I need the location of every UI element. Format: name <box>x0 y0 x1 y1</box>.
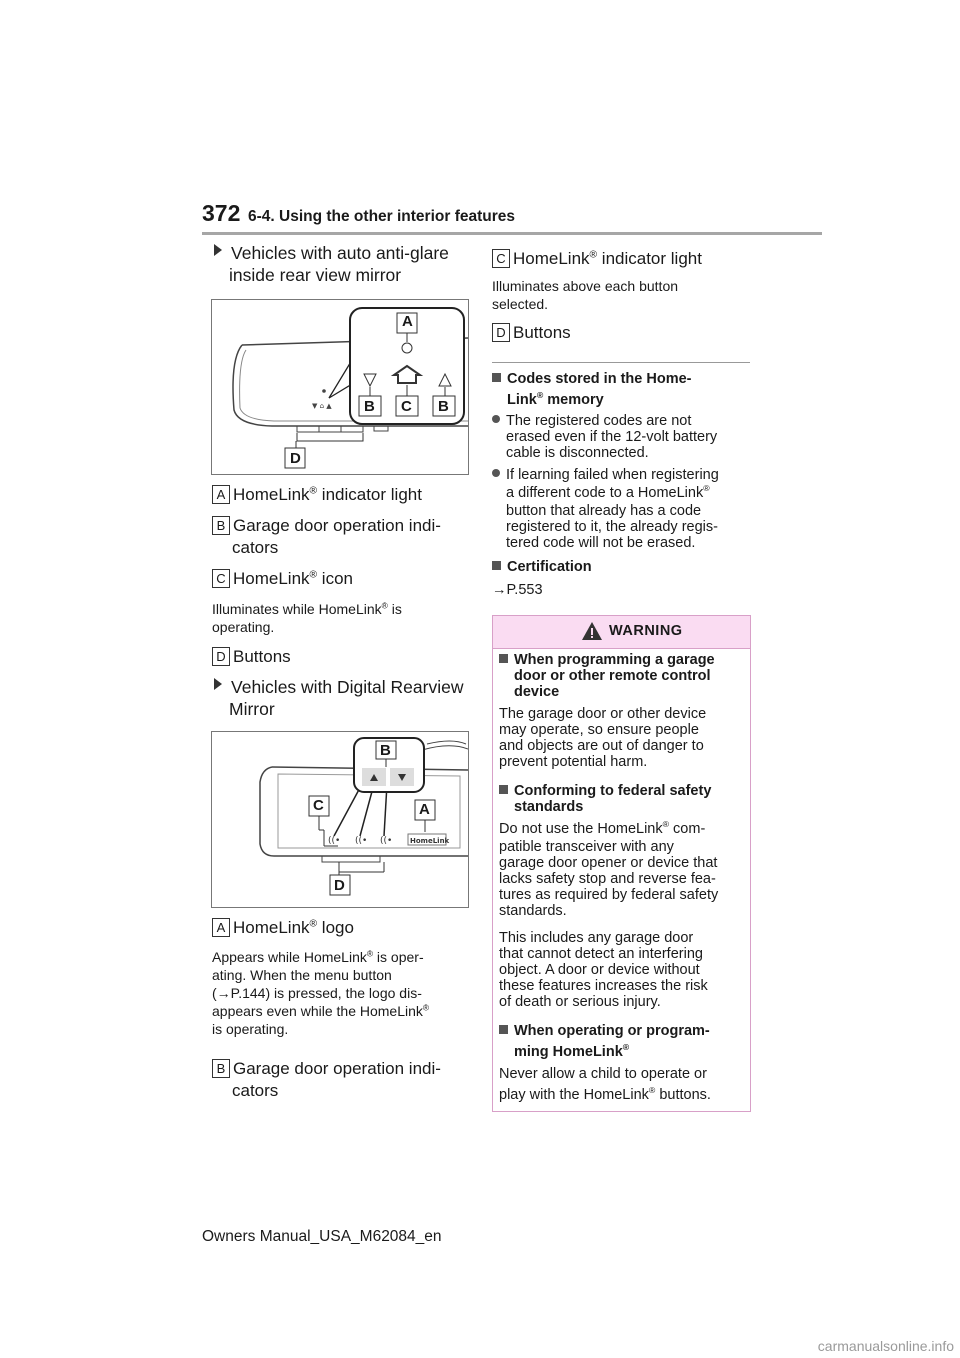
mirror2-heading-line1: Vehicles with Digital Rearview <box>231 677 464 697</box>
m2-a-desc5: is operating. <box>212 1021 289 1037</box>
m1-d-text: Buttons <box>233 647 291 666</box>
m2-b-text1: Garage door operation indi- <box>233 1059 441 1078</box>
warning-p3-l5: of death or serious injury. <box>499 994 661 1010</box>
m2-a-desc1: Appears while HomeLink <box>212 949 367 965</box>
fig2-callout-d: D <box>334 877 345 894</box>
m2-a-description <box>212 948 429 1038</box>
m1-item-b <box>212 515 441 559</box>
right-c-desc1: Illuminates above each button <box>492 278 679 294</box>
m2-b-text2: cators <box>232 1081 279 1100</box>
m2-a-desc1b: is oper- <box>373 949 424 965</box>
warning-p3-l2: that cannot detect an interfering <box>499 946 703 962</box>
header-divider <box>202 232 822 235</box>
warning-h3-l2: ming HomeLink <box>514 1044 623 1060</box>
m2-a-text2: logo <box>317 918 354 937</box>
registered-mark: ® <box>648 1085 656 1096</box>
figure-digital-rearview-mirror <box>211 731 469 908</box>
right-c-description <box>492 277 678 313</box>
registered-mark: ® <box>309 569 318 581</box>
warning-p3-l4: these features increases the risk <box>499 978 708 994</box>
m1-item-d <box>212 646 291 668</box>
warning-p1-l2: may operate, so ensure people <box>499 722 699 738</box>
right-item-c <box>492 248 702 270</box>
square-bullet-icon <box>499 785 508 794</box>
square-bullet-icon <box>492 561 501 570</box>
triangle-bullet-icon <box>214 678 222 690</box>
codes-b2-l1: If learning failed when registering <box>506 467 719 483</box>
fig1-callout-b-right: B <box>438 398 449 415</box>
m1-b-text1: Garage door operation indi- <box>233 516 441 535</box>
warning-p4-l1: Never allow a child to operate or <box>499 1066 707 1082</box>
m1-item-c <box>212 568 353 590</box>
label-b: B <box>212 1059 230 1078</box>
m1-c-text2: icon <box>317 569 353 588</box>
registered-mark: ® <box>381 600 388 611</box>
warning-p2-l4: lacks safety stop and reverse fea- <box>499 871 716 887</box>
warning-title: WARNING <box>609 623 683 639</box>
label-a: A <box>212 918 230 937</box>
codes-b2-l3: button that already has a code <box>506 503 702 519</box>
fig1-callout-c: C <box>401 398 412 415</box>
square-bullet-icon <box>499 1025 508 1034</box>
warning-h3-l1: When operating or program- <box>514 1023 710 1039</box>
svg-text:((•: ((• <box>380 836 393 846</box>
m1-c-text: HomeLink <box>233 569 310 588</box>
codes-heading <box>492 370 692 411</box>
triangle-bullet-icon <box>214 244 222 256</box>
warning-p2-l1a: Do not use the HomeLink <box>499 821 663 837</box>
warning-p2-l6: standards. <box>499 903 567 919</box>
warning-triangle-icon <box>581 621 603 641</box>
codes-b1-l3: cable is disconnected. <box>506 445 649 461</box>
registered-mark: ® <box>662 819 670 830</box>
m2-a-desc4: appears even while the HomeLink <box>212 1003 423 1019</box>
label-b: B <box>212 516 230 535</box>
warning-h2-l2: standards <box>514 799 584 815</box>
registered-mark: ® <box>703 483 710 494</box>
warning-p1-l4: prevent potential harm. <box>499 754 648 770</box>
cert-title: Certification <box>507 559 592 575</box>
label-c: C <box>212 569 230 588</box>
warning-h1-l3: device <box>514 684 560 700</box>
warning-p3-l3: object. A door or device without <box>499 962 700 978</box>
m1-a-text2: indicator light <box>317 485 422 504</box>
fig2-callout-c: C <box>313 797 324 814</box>
codes-b1-l1: The registered codes are not <box>506 413 692 429</box>
m1-b-text2: cators <box>232 538 279 557</box>
fig1-callout-a: A <box>402 313 413 330</box>
svg-text:((•: ((• <box>328 836 341 846</box>
warning-p1 <box>499 706 706 770</box>
m1-a-text: HomeLink <box>233 485 310 504</box>
warning-h2 <box>499 783 711 815</box>
mirror1-heading-line2: inside rear view mirror <box>229 265 402 285</box>
figure-auto-antiglare-mirror <box>211 299 469 475</box>
fig2-homelink-logo-text: HomeLink <box>410 837 450 845</box>
warning-h3 <box>499 1022 710 1063</box>
warning-p3-l1: This includes any garage door <box>499 930 694 946</box>
warning-header <box>493 616 750 649</box>
codes-title2: Link <box>507 392 537 408</box>
right-c-desc2: selected. <box>492 296 549 312</box>
warning-h2-l1: Conforming to federal safety <box>514 783 712 799</box>
warning-p2-l1b: com- <box>669 821 706 837</box>
m2-item-a <box>212 917 354 939</box>
mirror1-heading <box>214 242 449 286</box>
mirror1-heading-line1: Vehicles with auto anti-glare <box>231 243 449 263</box>
m2-item-b <box>212 1058 441 1102</box>
square-bullet-icon <box>499 654 508 663</box>
registered-mark: ® <box>309 918 318 930</box>
codes-bullet-1 <box>492 413 717 461</box>
codes-b2-l4: registered to it, the already regis- <box>506 519 718 535</box>
codes-title3: memory <box>543 392 604 408</box>
manual-id-footer: Owners Manual_USA_M62084_en <box>202 1228 442 1245</box>
m1-c-description <box>212 600 402 636</box>
section-title: 6-4. Using the other interior features <box>248 208 515 225</box>
warning-p4-l2a: play with the HomeLink <box>499 1087 649 1103</box>
warning-p3 <box>499 930 708 1010</box>
mirror1-illustration <box>212 300 468 474</box>
fig1-callout-b-left: B <box>364 398 375 415</box>
m2-a-desc2: ating. When the menu button <box>212 967 392 983</box>
page-number: 372 <box>202 200 241 226</box>
right-c-text2: indicator light <box>597 249 702 268</box>
m2-a-desc3: (→P.144) is pressed, the logo dis- <box>212 985 422 1001</box>
section-divider <box>492 362 750 363</box>
certification-ref-link[interactable]: →P.553 <box>492 582 543 598</box>
m1-c-desc3: operating. <box>212 619 275 635</box>
certification-heading <box>492 559 592 575</box>
label-c: C <box>492 249 510 268</box>
warning-p2-l5: tures as required by federal safety <box>499 887 719 903</box>
m2-a-text: HomeLink <box>233 918 310 937</box>
label-d: D <box>212 647 230 666</box>
fig1-callout-d: D <box>290 450 301 467</box>
warning-p4 <box>499 1065 711 1106</box>
mirror2-heading-line2: Mirror <box>229 699 275 719</box>
codes-title1: Codes stored in the Home- <box>507 371 692 387</box>
mirror2-heading <box>214 676 463 720</box>
registered-mark: ® <box>622 1042 630 1053</box>
warning-h1-l1: When programming a garage <box>514 652 715 668</box>
registered-mark: ® <box>366 948 374 959</box>
m1-item-a <box>212 484 422 506</box>
registered-mark: ® <box>422 1002 430 1013</box>
codes-b2-l2: a different code to a HomeLink <box>506 485 704 501</box>
warning-p1-l3: and objects are out of danger to <box>499 738 704 754</box>
watermark: carmanualsonline.info <box>817 1338 954 1354</box>
warning-p2-l2: patible transceiver with any <box>499 839 674 855</box>
circle-bullet-icon <box>492 469 500 477</box>
fig2-callout-a: A <box>419 801 430 818</box>
codes-b2-l5: tered code will not be erased. <box>506 535 696 551</box>
m1-c-desc2: is <box>387 601 402 617</box>
fig2-callout-b: B <box>380 742 391 759</box>
registered-mark: ® <box>536 390 544 401</box>
warning-p2-l3: garage door opener or device that <box>499 855 718 871</box>
warning-p1-l1: The garage door or other device <box>499 706 707 722</box>
right-item-d <box>492 322 571 344</box>
square-bullet-icon <box>492 373 501 382</box>
warning-p2 <box>499 820 718 919</box>
right-d-text: Buttons <box>513 323 571 342</box>
warning-box <box>492 615 751 1112</box>
m1-c-desc1: Illuminates while HomeLink <box>212 601 382 617</box>
warning-h1 <box>499 652 715 700</box>
registered-mark: ® <box>589 249 598 261</box>
svg-text:((•: ((• <box>355 836 368 846</box>
codes-b1-l2: erased even if the 12-volt battery <box>506 429 718 445</box>
right-c-text: HomeLink <box>513 249 590 268</box>
warning-p4-l2b: buttons. <box>655 1087 711 1103</box>
circle-bullet-icon <box>492 415 500 423</box>
codes-bullet-2 <box>492 467 719 551</box>
svg-text:▼ ⌂ ▲: ▼ ⌂ ▲ <box>312 402 332 410</box>
registered-mark: ® <box>309 485 318 497</box>
label-d: D <box>492 323 510 342</box>
warning-h1-l2: door or other remote control <box>514 668 711 684</box>
label-a: A <box>212 485 230 504</box>
